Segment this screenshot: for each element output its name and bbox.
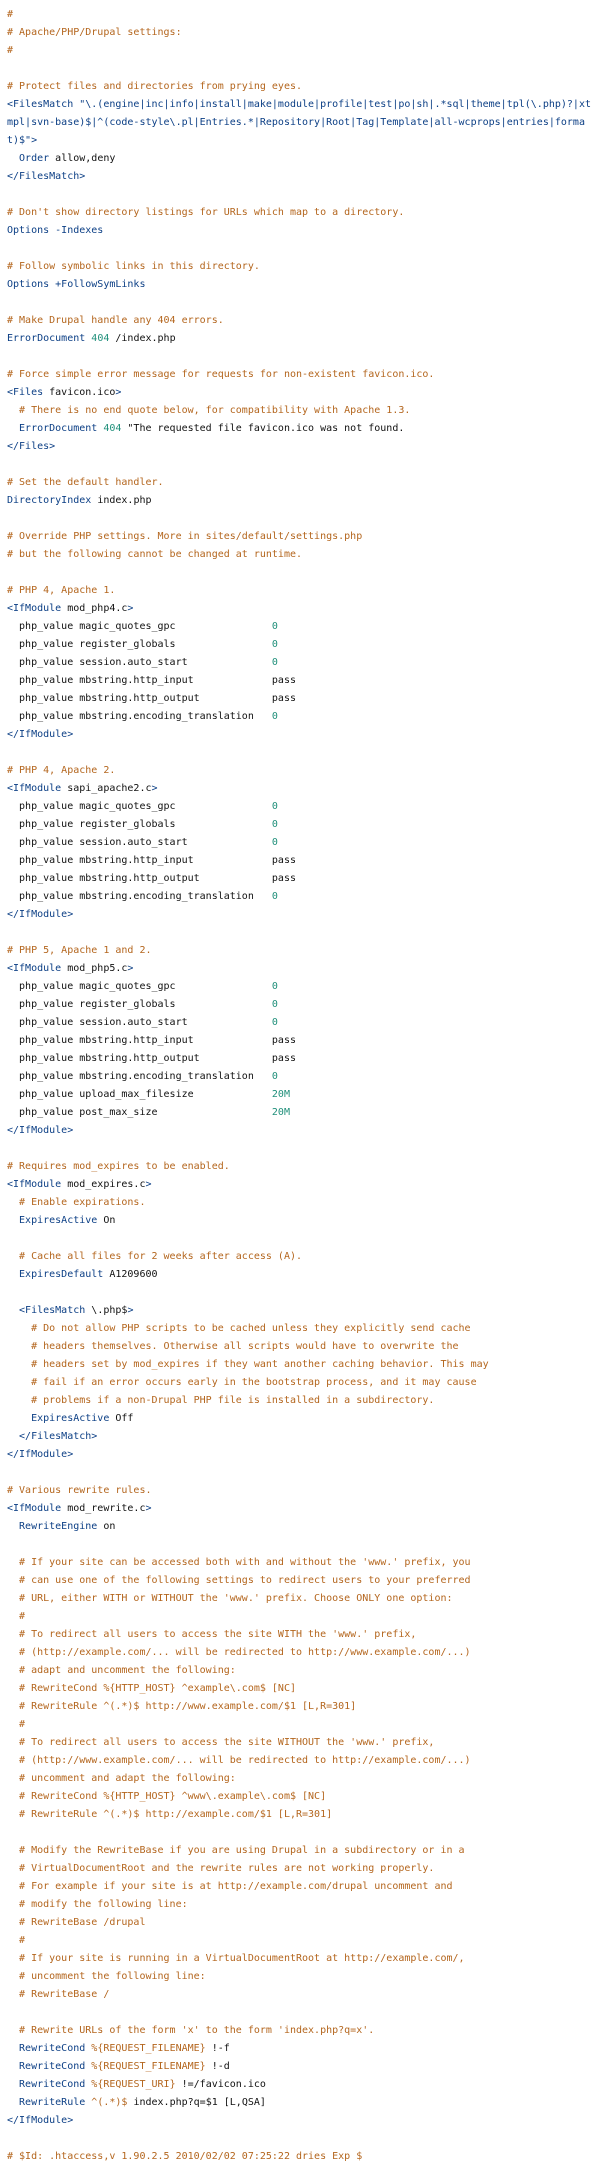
comment-line	[7, 1338, 596, 1356]
comment-line	[7, 402, 596, 420]
comment-text: # Apache/PHP/Drupal settings:	[7, 27, 182, 38]
comment-text: # fail if an error occurs early in the bootstrap process, and it may cause	[7, 1377, 477, 1388]
directive-number: 404	[103, 423, 122, 434]
rewrite-directive: RewriteCond	[7, 2061, 86, 2072]
directive-tag-argument: mod_rewrite.c	[61, 1503, 146, 1514]
directive-tag-argument: mod_php4.c	[61, 603, 128, 614]
directive-value: A1209600	[103, 1269, 158, 1280]
comment-line	[7, 1716, 596, 1734]
directive-text: Options -Indexes	[7, 225, 104, 236]
directive-value: /index.php	[109, 333, 176, 344]
comment-line	[7, 6, 596, 24]
comment-text: # VirtualDocumentRoot and the rewrite rules are not working properly.	[7, 1863, 435, 1874]
comment-text: # Enable expirations.	[7, 1197, 146, 1208]
directive-name: ExpiresActive	[7, 1215, 98, 1226]
directive-value: "The requested file favicon.ico was not found.	[121, 423, 405, 434]
directive-line	[7, 330, 596, 348]
directive-tag: </IfModule>	[7, 1449, 74, 1460]
comment-text: # Requires mod_expires to be enabled.	[7, 1161, 230, 1172]
blank-line	[7, 1464, 596, 1482]
blank-line	[7, 1284, 596, 1302]
rewrite-target: !=/favicon.ico	[175, 2079, 266, 2090]
directive-value: index.php	[91, 495, 152, 506]
php-setting-name: php_value register_globals	[7, 639, 272, 650]
blank-line	[7, 240, 596, 258]
directive-value: Off	[109, 1413, 134, 1424]
blank-line	[7, 294, 596, 312]
directive-tag-close: >	[127, 963, 134, 974]
directive-line	[7, 150, 596, 168]
comment-line	[7, 258, 596, 276]
php-setting-value: 0	[271, 981, 278, 992]
rewrite-line	[7, 2076, 596, 2094]
php-setting-name: php_value post_max_size	[7, 1107, 272, 1118]
directive-tag-close: >	[145, 1179, 152, 1190]
php-value-line	[7, 816, 596, 834]
comment-line	[7, 1572, 596, 1590]
comment-line	[7, 312, 596, 330]
blank-line	[7, 2130, 596, 2148]
directive-name: Order	[7, 153, 50, 164]
comment-line	[7, 1392, 596, 1410]
comment-line	[7, 366, 596, 384]
directive-value: allow,deny	[49, 153, 116, 164]
comment-line	[7, 1878, 596, 1896]
php-setting-name: php_value magic_quotes_gpc	[7, 981, 272, 992]
comment-text: # For example if your site is at http://example.com/drupal uncomment and	[7, 1881, 453, 1892]
comment-line	[7, 546, 596, 564]
rewrite-pattern: ^(.*)$	[85, 2097, 128, 2108]
comment-text: # RewriteBase /	[7, 1989, 110, 2000]
comment-line	[7, 1248, 596, 1266]
php-setting-name: php_value mbstring.encoding_translation	[7, 1071, 272, 1082]
comment-line	[7, 1608, 596, 1626]
php-setting-name: php_value register_globals	[7, 999, 272, 1010]
comment-text: # Override PHP settings. More in sites/default/settings.php	[7, 531, 363, 542]
directive-tag-argument: mod_expires.c	[61, 1179, 146, 1190]
comment-text: # RewriteRule ^(.*)$ http://www.example.com/$1 [L,R=301]	[7, 1701, 357, 1712]
blank-line	[7, 456, 596, 474]
blank-line	[7, 60, 596, 78]
setting-line	[7, 870, 596, 888]
comment-line	[7, 1374, 596, 1392]
php-value-line	[7, 708, 596, 726]
comment-line	[7, 2022, 596, 2040]
php-setting-name: php_value session.auto_start	[7, 657, 272, 668]
php-setting-name: php_value mbstring.encoding_translation	[7, 711, 272, 722]
directive-tag-argument: mod_php5.c	[61, 963, 128, 974]
directive-tag-argument: \.php$	[85, 1305, 128, 1316]
php-value-line	[7, 888, 596, 906]
php-value-line	[7, 798, 596, 816]
rewrite-target: index.php?q=$1 [L,QSA]	[127, 2097, 266, 2108]
php-setting-value: 0	[271, 711, 278, 722]
php-value-line	[7, 978, 596, 996]
directive-tag: </IfModule>	[7, 1125, 74, 1136]
comment-line	[7, 474, 596, 492]
comment-text: # PHP 4, Apache 2.	[7, 765, 116, 776]
directive-name: DirectoryIndex	[7, 495, 92, 506]
comment-text: # Don't show directory listings for URLs which map to a directory.	[7, 207, 405, 218]
directive-tag-close: >	[151, 783, 158, 794]
directive-tag-line	[7, 906, 596, 924]
blank-line	[7, 924, 596, 942]
directive-name: RewriteEngine	[7, 1521, 98, 1532]
setting-line	[7, 852, 596, 870]
comment-text: # uncomment and adapt the following:	[7, 1773, 236, 1784]
directive-tag: </FilesMatch>	[7, 1431, 98, 1442]
rewrite-pattern: %{REQUEST_FILENAME}	[85, 2061, 206, 2072]
comment-line	[7, 1662, 596, 1680]
comment-text: # headers themselves. Otherwise all scripts would have to overwrite the	[7, 1341, 459, 1352]
blank-line	[7, 564, 596, 582]
rewrite-pattern: %{REQUEST_FILENAME}	[85, 2043, 206, 2054]
comment-line	[7, 1194, 596, 1212]
directive-name: ExpiresDefault	[7, 1269, 104, 1280]
comment-line	[7, 1734, 596, 1752]
comment-text: # RewriteCond %{HTTP_HOST} ^example\.com$ [NC]	[7, 1683, 296, 1694]
rewrite-directive: RewriteCond	[7, 2079, 86, 2090]
php-setting-value: 0	[271, 1017, 278, 1028]
php-setting-value: 0	[271, 819, 278, 830]
comment-text: # Do not allow PHP scripts to be cached unless they explicitly send cache	[7, 1323, 471, 1334]
comment-line	[7, 24, 596, 42]
blank-line	[7, 510, 596, 528]
directive-line	[7, 420, 596, 438]
comment-line	[7, 1788, 596, 1806]
php-setting-name: php_value session.auto_start	[7, 1017, 272, 1028]
comment-line	[7, 1356, 596, 1374]
rewrite-directive: RewriteCond	[7, 2043, 86, 2054]
directive-tag: </Files>	[7, 441, 56, 452]
directive-tag: </IfModule>	[7, 729, 74, 740]
directive-name: ErrorDocument	[7, 333, 92, 344]
rewrite-line	[7, 2040, 596, 2058]
comment-line	[7, 1986, 596, 2004]
comment-line	[7, 2148, 596, 2166]
comment-line	[7, 1590, 596, 1608]
rewrite-line	[7, 2058, 596, 2076]
comment-text: # $Id: .htaccess,v 1.90.2.5 2010/02/02 07:25:22 dries Exp $	[7, 2151, 363, 2162]
comment-text: # RewriteRule ^(.*)$ http://example.com/$1 [L,R=301]	[7, 1809, 333, 1820]
comment-line	[7, 1680, 596, 1698]
comment-text: # Set the default handler.	[7, 477, 164, 488]
comment-text: # (http://www.example.com/... will be redirected to http://example.com/...)	[7, 1755, 471, 1766]
directive-name: ErrorDocument	[7, 423, 104, 434]
comment-line	[7, 1896, 596, 1914]
comment-text: # Make Drupal handle any 404 errors.	[7, 315, 224, 326]
setting-text: php_value mbstring.http_output pass	[7, 873, 296, 884]
php-value-line	[7, 636, 596, 654]
directive-tag-open: <IfModule	[7, 1179, 62, 1190]
directive-tag-line	[7, 1302, 596, 1320]
directive-tag-close: >	[127, 1305, 134, 1316]
php-setting-value: 0	[271, 1071, 278, 1082]
comment-line	[7, 42, 596, 60]
directive-line	[7, 1212, 596, 1230]
directive-tag-line	[7, 384, 596, 402]
blank-line	[7, 2004, 596, 2022]
comment-text: # Various rewrite rules.	[7, 1485, 152, 1496]
php-setting-name: php_value session.auto_start	[7, 837, 272, 848]
comment-line	[7, 582, 596, 600]
comment-line	[7, 1932, 596, 1950]
directive-line	[7, 1410, 596, 1428]
comment-line	[7, 78, 596, 96]
comment-line	[7, 1806, 596, 1824]
setting-line	[7, 1032, 596, 1050]
php-setting-value: 0	[271, 621, 278, 632]
comment-text: # RewriteCond %{HTTP_HOST} ^www\.example\.com$ [NC]	[7, 1791, 327, 1802]
directive-line	[7, 222, 596, 240]
comment-text: # If your site can be accessed both with and without the 'www.' prefix, you	[7, 1557, 471, 1568]
comment-text: #	[7, 1611, 26, 1622]
php-value-line	[7, 1014, 596, 1032]
blank-line	[7, 1230, 596, 1248]
comment-text: # Force simple error message for requests for non-existent favicon.ico.	[7, 369, 435, 380]
directive-tag-open: <IfModule	[7, 603, 62, 614]
comment-text: # Follow symbolic links in this directory.	[7, 261, 260, 272]
comment-text: #	[7, 1719, 26, 1730]
comment-text: # There is no end quote below, for compatibility with Apache 1.3.	[7, 405, 411, 416]
comment-text: # PHP 5, Apache 1 and 2.	[7, 945, 152, 956]
rewrite-pattern: %{REQUEST_URI}	[85, 2079, 176, 2090]
setting-text: php_value mbstring.http_input pass	[7, 675, 296, 686]
setting-text: php_value mbstring.http_input pass	[7, 855, 296, 866]
comment-text: # (http://example.com/... will be redirected to http://www.example.com/...)	[7, 1647, 471, 1658]
comment-text: # headers set by mod_expires if they want another caching behavior. This may	[7, 1359, 489, 1370]
comment-text: # uncomment the following line:	[7, 1971, 206, 1982]
directive-text: Options +FollowSymLinks	[7, 279, 146, 290]
directive-line	[7, 276, 596, 294]
comment-line	[7, 942, 596, 960]
directive-tag-close: >	[145, 1503, 152, 1514]
php-setting-value: 0	[271, 837, 278, 848]
comment-text: # but the following cannot be changed at runtime.	[7, 549, 303, 560]
comment-line	[7, 528, 596, 546]
setting-text: php_value mbstring.http_output pass	[7, 693, 296, 704]
comment-line	[7, 1320, 596, 1338]
comment-line	[7, 1842, 596, 1860]
htaccess-code-listing	[7, 6, 596, 2166]
comment-text: # modify the following line:	[7, 1899, 188, 1910]
php-setting-value: 20M	[271, 1107, 290, 1118]
directive-tag: </FilesMatch>	[7, 171, 86, 182]
php-setting-name: php_value register_globals	[7, 819, 272, 830]
comment-text: # If your site is running in a VirtualDocumentRoot at http://example.com/,	[7, 1953, 465, 1964]
blank-line	[7, 348, 596, 366]
blank-line	[7, 744, 596, 762]
comment-text: # Cache all files for 2 weeks after access (A).	[7, 1251, 303, 1262]
php-value-line	[7, 1086, 596, 1104]
php-setting-value: 0	[271, 657, 278, 668]
blank-line	[7, 186, 596, 204]
comment-text: #	[7, 45, 14, 56]
directive-tag: </IfModule>	[7, 2115, 74, 2126]
php-setting-value: 0	[271, 891, 278, 902]
rewrite-target: !-d	[205, 2061, 230, 2072]
directive-tag-argument: sapi_apache2.c	[61, 783, 152, 794]
directive-tag-line	[7, 1122, 596, 1140]
php-setting-value: 0	[271, 801, 278, 812]
setting-text: php_value mbstring.http_output pass	[7, 1053, 296, 1064]
directive-number: 404	[91, 333, 110, 344]
rewrite-line	[7, 2094, 596, 2112]
comment-line	[7, 1770, 596, 1788]
comment-line	[7, 1914, 596, 1932]
comment-line	[7, 1860, 596, 1878]
php-setting-name: php_value upload_max_filesize	[7, 1089, 272, 1100]
setting-text: php_value mbstring.http_input pass	[7, 1035, 296, 1046]
directive-tag-line	[7, 1500, 596, 1518]
comment-line	[7, 1644, 596, 1662]
php-setting-name: php_value mbstring.encoding_translation	[7, 891, 272, 902]
comment-text: # Protect files and directories from prying eyes.	[7, 81, 303, 92]
comment-text: #	[7, 1935, 26, 1946]
comment-line	[7, 1158, 596, 1176]
php-setting-value: 20M	[271, 1089, 290, 1100]
directive-tag: </IfModule>	[7, 909, 74, 920]
directive-tag-argument: favicon.ico	[43, 387, 116, 398]
comment-text: # Rewrite URLs of the form 'x' to the form 'index.php?q=x'.	[7, 2025, 375, 2036]
comment-text: # problems if a non-Drupal PHP file is installed in a subdirectory.	[7, 1395, 435, 1406]
php-value-line	[7, 1104, 596, 1122]
comment-text: # can use one of the following settings to redirect users to your preferred	[7, 1575, 471, 1586]
php-value-line	[7, 1068, 596, 1086]
directive-tag-open: <Files	[7, 387, 44, 398]
directive-value: on	[97, 1521, 116, 1532]
blank-line	[7, 1536, 596, 1554]
directive-tag-open: <FilesMatch	[7, 1305, 86, 1316]
comment-line	[7, 1968, 596, 1986]
php-setting-name: php_value magic_quotes_gpc	[7, 801, 272, 812]
comment-line	[7, 1482, 596, 1500]
php-value-line	[7, 654, 596, 672]
comment-text: # To redirect all users to access the site WITHOUT the 'www.' prefix,	[7, 1737, 435, 1748]
directive-value: On	[97, 1215, 116, 1226]
directive-tag-open: <IfModule	[7, 963, 62, 974]
directive-line	[7, 492, 596, 510]
blank-line	[7, 1824, 596, 1842]
blank-line	[7, 1140, 596, 1158]
comment-text: # To redirect all users to access the site WITH the 'www.' prefix,	[7, 1629, 417, 1640]
directive-tag-line	[7, 1176, 596, 1194]
directive-tag-open: <IfModule	[7, 1503, 62, 1514]
directive-tag-line	[7, 168, 596, 186]
directive-tag-open: <IfModule	[7, 783, 62, 794]
php-value-line	[7, 618, 596, 636]
comment-line	[7, 204, 596, 222]
php-setting-name: php_value magic_quotes_gpc	[7, 621, 272, 632]
directive-name: ExpiresActive	[7, 1413, 110, 1424]
comment-text: # URL, either WITH or WITHOUT the 'www.' prefix. Choose ONLY one option:	[7, 1593, 453, 1604]
rewrite-directive: RewriteRule	[7, 2097, 86, 2108]
directive-tag-line	[7, 780, 596, 798]
directive-tag-line	[7, 726, 596, 744]
directive-tag-line	[7, 960, 596, 978]
comment-line	[7, 762, 596, 780]
setting-line	[7, 1050, 596, 1068]
comment-text: # adapt and uncomment the following:	[7, 1665, 236, 1676]
comment-text: # PHP 4, Apache 1.	[7, 585, 116, 596]
directive-tag-line	[7, 1428, 596, 1446]
setting-line	[7, 690, 596, 708]
directive-tag-line	[7, 2112, 596, 2130]
directive-tag-line	[7, 600, 596, 618]
php-value-line	[7, 834, 596, 852]
comment-text: # Modify the RewriteBase if you are using Drupal in a subdirectory or in a	[7, 1845, 465, 1856]
comment-line	[7, 1626, 596, 1644]
directive-line	[7, 1266, 596, 1284]
directive-tag-line	[7, 1446, 596, 1464]
directive-tag-line	[7, 96, 596, 150]
comment-line	[7, 1554, 596, 1572]
comment-line	[7, 1950, 596, 1968]
php-setting-value: 0	[271, 999, 278, 1010]
php-value-line	[7, 996, 596, 1014]
comment-text: #	[7, 9, 14, 20]
comment-text: # RewriteBase /drupal	[7, 1917, 146, 1928]
rewrite-target: !-f	[205, 2043, 230, 2054]
directive-line	[7, 1518, 596, 1536]
directive-tag-close: >	[115, 387, 122, 398]
php-setting-value: 0	[271, 639, 278, 650]
directive-tag-line	[7, 438, 596, 456]
directive-tag-close: >	[127, 603, 134, 614]
comment-line	[7, 1752, 596, 1770]
directive-tag: <FilesMatch "\.(engine|inc|info|install|make|module|profile|test|po|sh|.*sql|theme|tpl(\.php)?|xtmpl|svn-base)$|^(code-style\.pl|Entries.*|Repository|Root|Tag|Template|all-wcprops|entries|format)$">	[7, 99, 591, 146]
comment-line	[7, 1698, 596, 1716]
setting-line	[7, 672, 596, 690]
